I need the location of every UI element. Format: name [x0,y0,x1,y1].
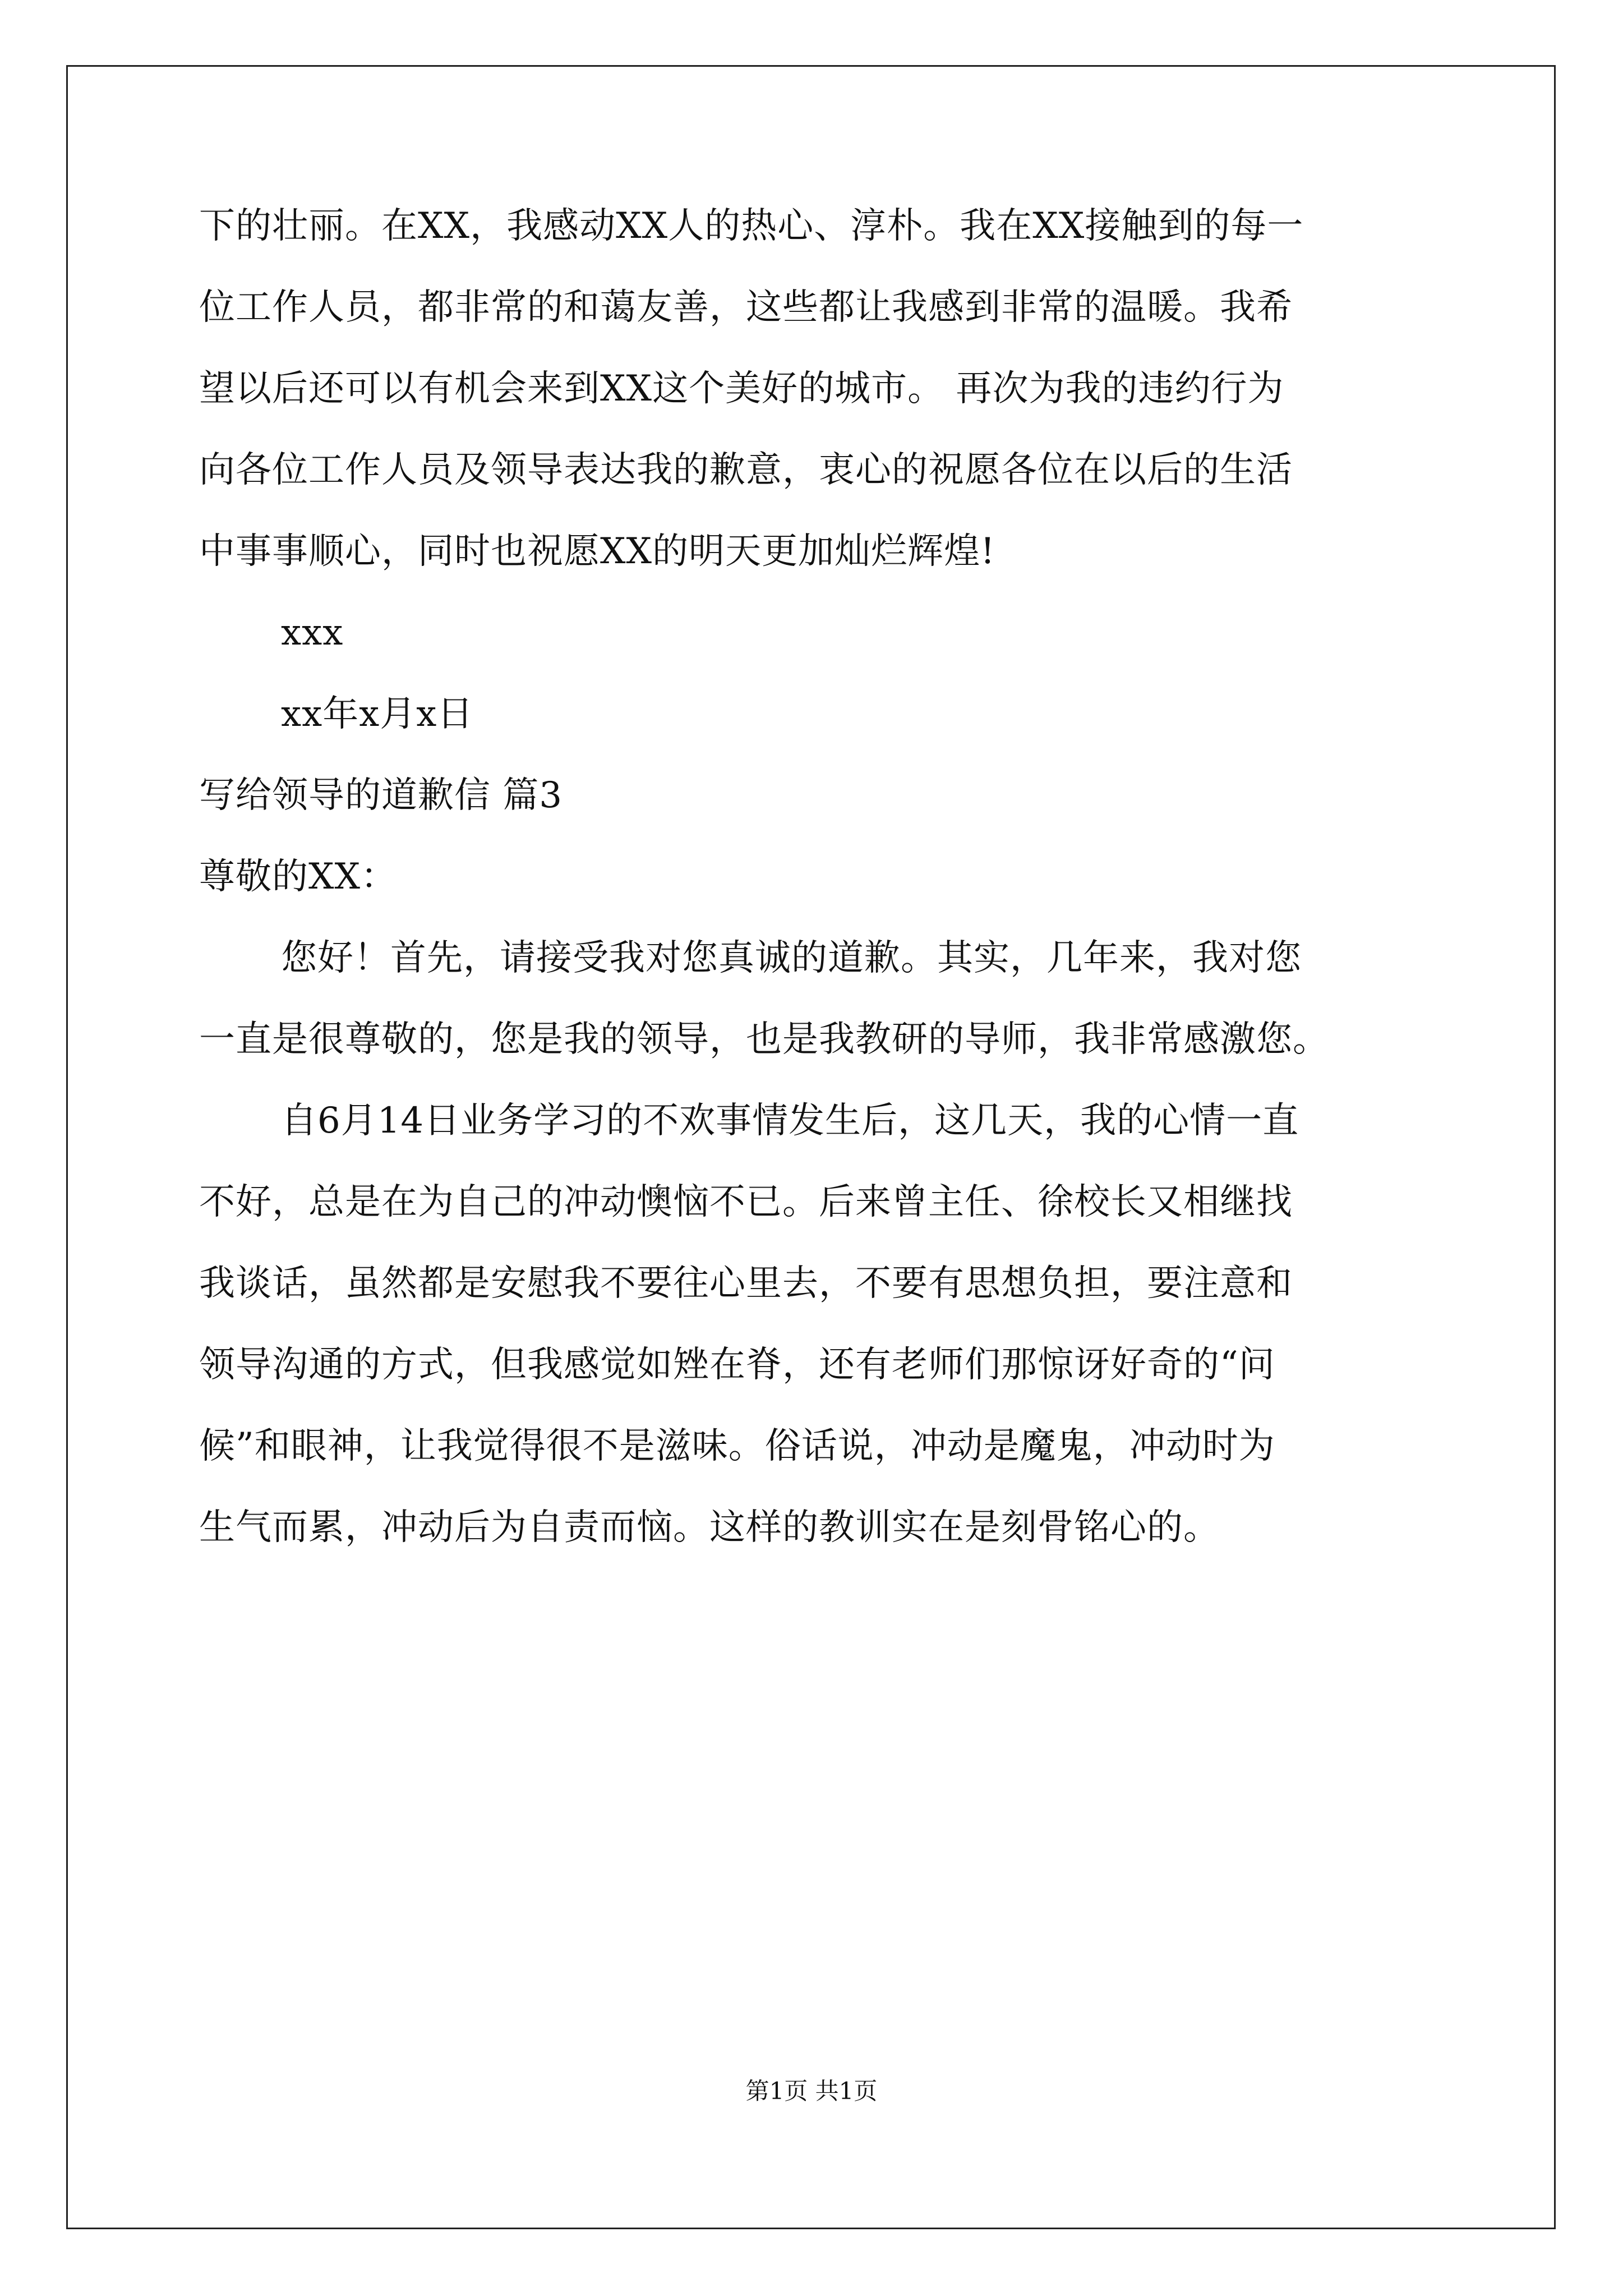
text-line: 中事事顺心，同时也祝愿XX的明天更加灿烂辉煌! [199,531,995,572]
text-line: 向各位工作人员及领导表达我的歉意，衷心的祝愿各位在以后的生活 [199,449,1293,491]
salutation: 尊敬的XX： [199,856,398,898]
text-line: 领导沟通的方式，但我感觉如矬在脊，还有老师们那惊讶好奇的“问 [199,1344,1275,1386]
text-line: 候”和眼神，让我觉得很不是滋味。俗话说，冲动是魔鬼，冲动时为 [199,1425,1275,1467]
text-line: 自6月14日业务学习的不欢事情发生后，这几天，我的心情一直 [281,1100,1299,1142]
signature-date: xx年x月x日 [281,693,474,735]
text-line: 您好！首先，请接受我对您真诚的道歉。其实，几年来，我对您 [281,937,1302,979]
text-line: 望以后还可以有机会来到XX这个美好的城市。 再次为我的违约行为 [199,368,1284,409]
text-line: 不好，总是在为自己的冲动懊恼不已。后来曾主任、徐校长又相继找 [199,1181,1293,1223]
signature-name: xxx [281,612,344,654]
text-line: 一直是很尊敬的，您是我的领导，也是我教研的导师，我非常感激您。 [199,1019,1329,1060]
text-line: 下的壮丽。在XX，我感动XX人的热心、淳朴。我在XX接触到的每一 [199,205,1304,247]
section-heading: 写给领导的道歉信 篇3 [199,775,563,816]
text-line: 生气而累，冲动后为自责而恼。这样的教训实在是刻骨铭心的。 [199,1507,1220,1548]
text-line: 我谈话，虽然都是安慰我不要往心里去，不要有思想负担，要注意和 [199,1263,1293,1304]
page-footer: 第1页 共1页 [745,2077,878,2105]
text-line: 位工作人员，都非常的和蔼友善，这些都让我感到非常的温暖。我希 [199,287,1293,328]
